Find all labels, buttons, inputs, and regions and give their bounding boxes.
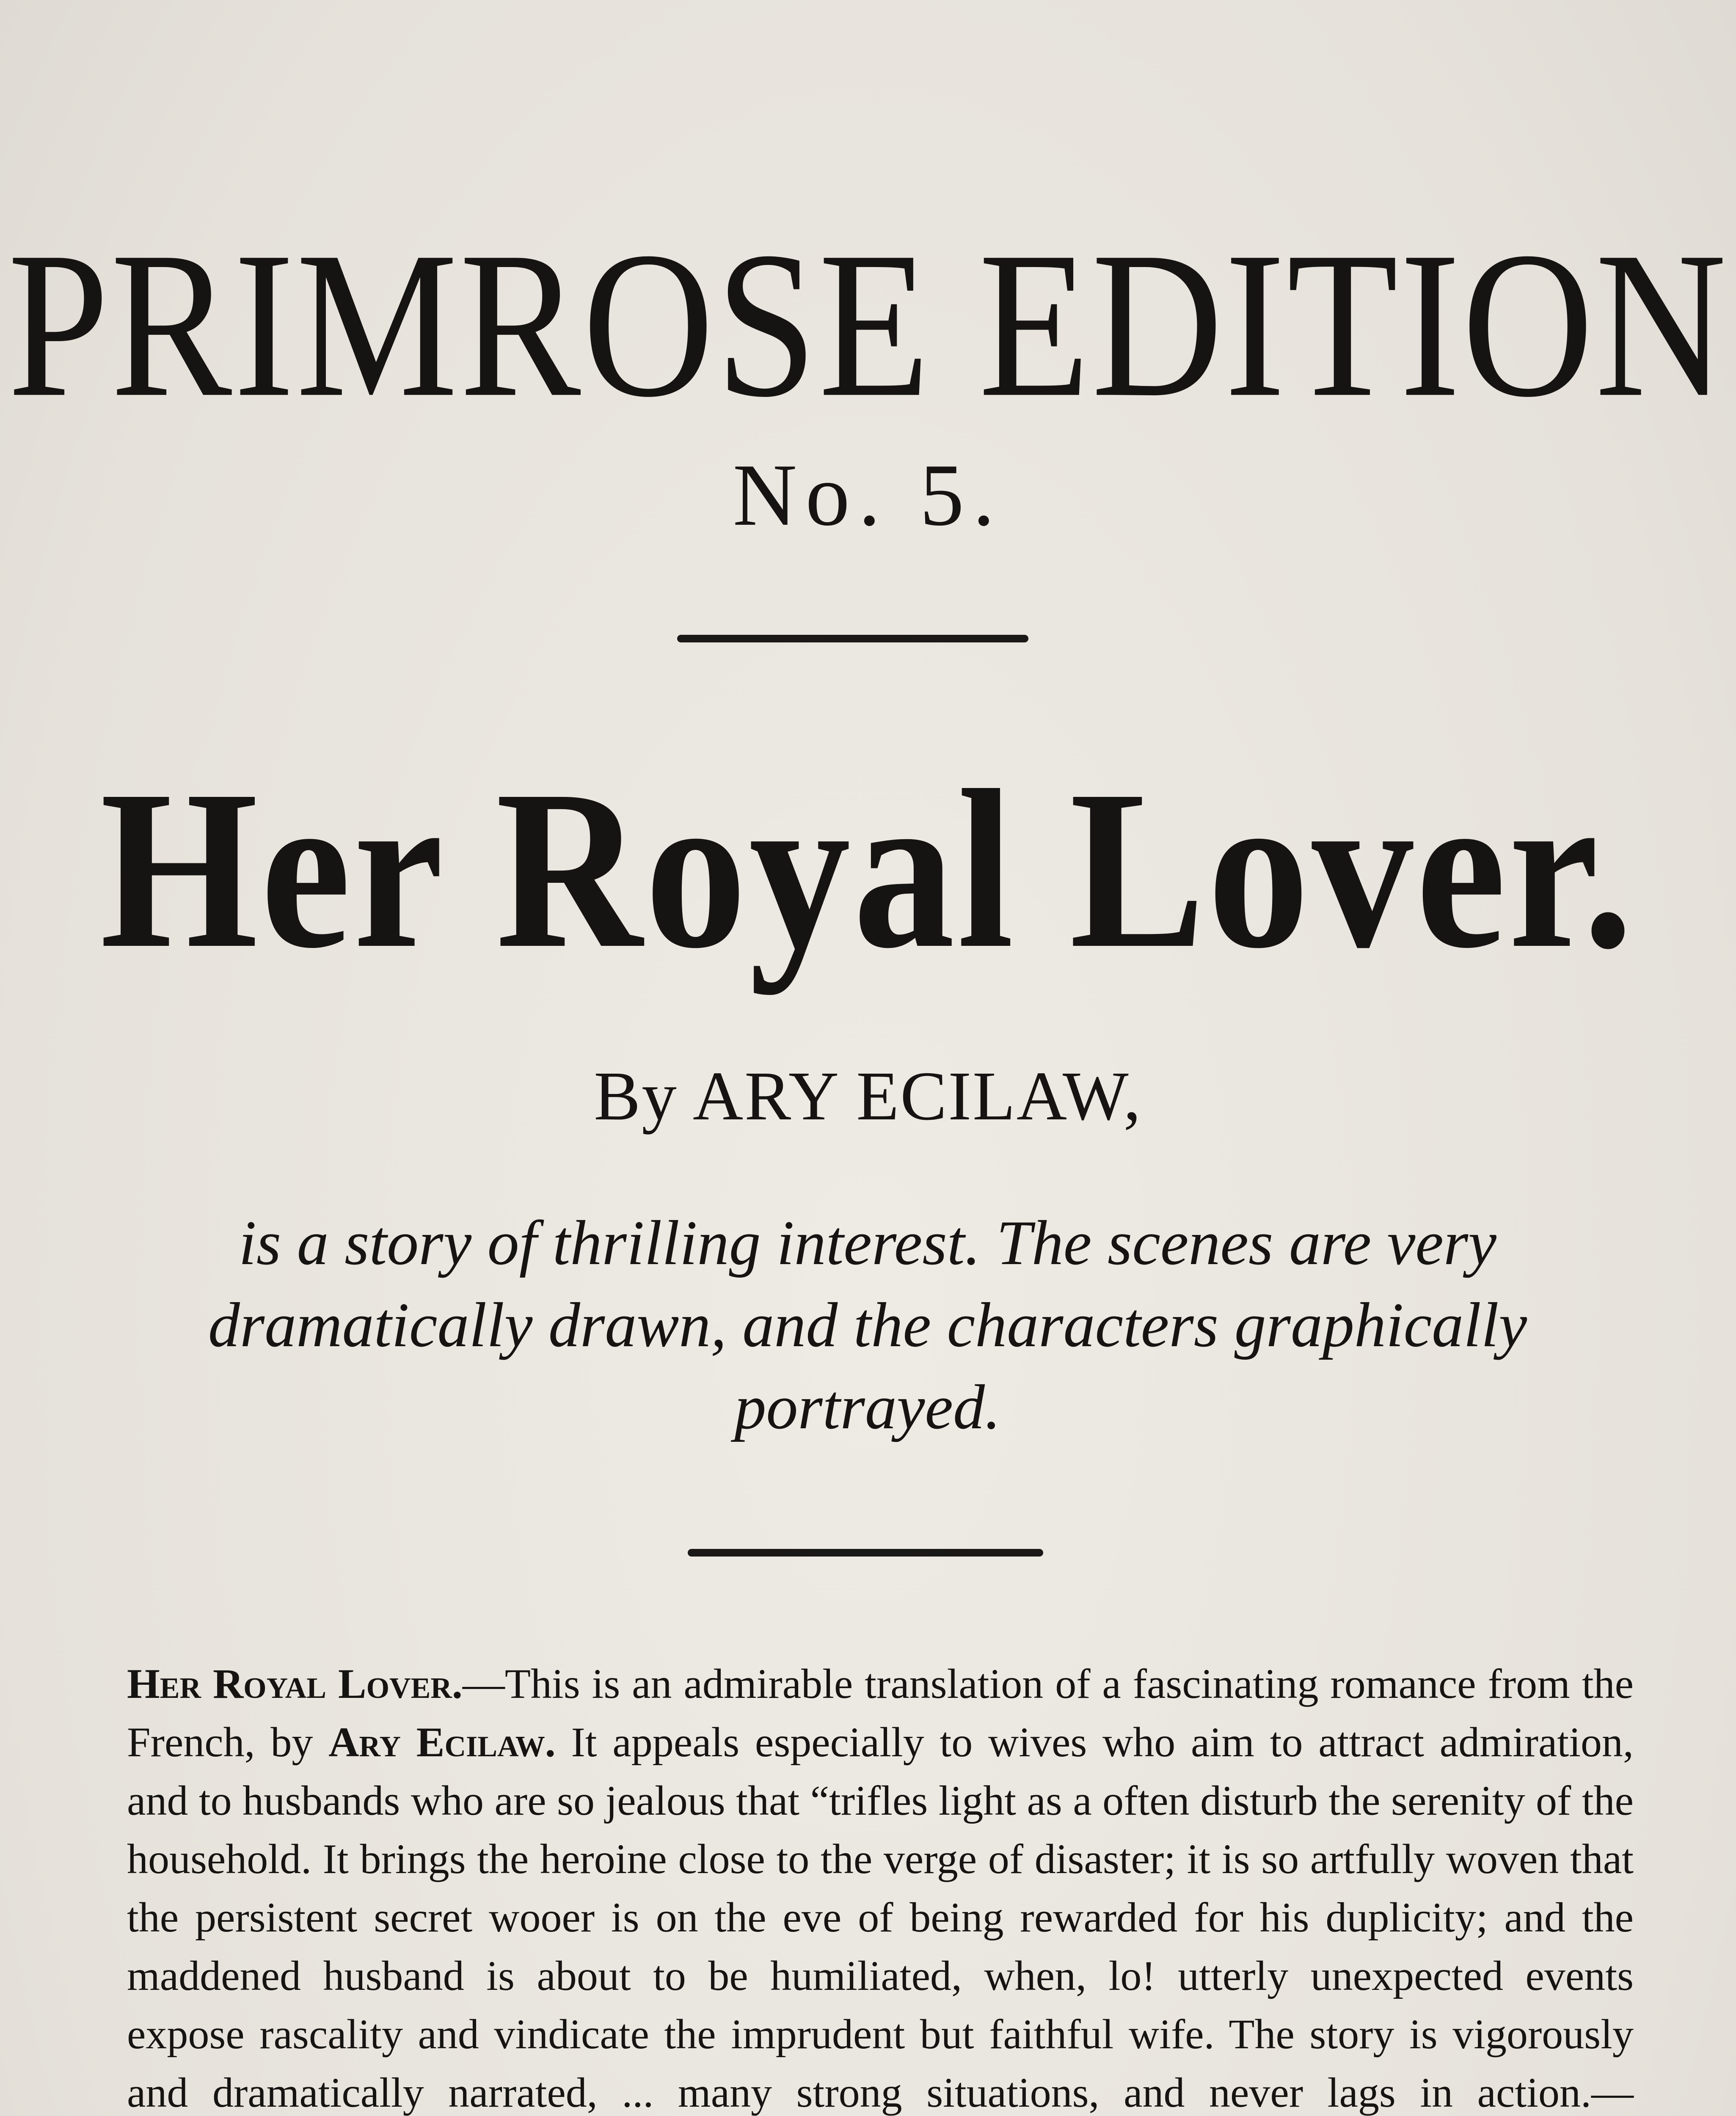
review-paragraph: [127, 1655, 1634, 2116]
author-byline: By ARY ECILAW,: [594, 1057, 1142, 1135]
book-title: Her Royal Lover.: [100, 743, 1636, 995]
review-author: Ary Ecilaw.: [328, 1719, 556, 1766]
series-title: PRIMROSE EDITION: [8, 209, 1728, 441]
issue-number: No. 5.: [733, 446, 1003, 544]
review-text: —This is an admirable translation of a fascinating romance from the French, by: [127, 1660, 1634, 1766]
divider-rule: [677, 635, 1028, 642]
divider-rule: [688, 1549, 1043, 1557]
review-lead: Her Royal Lover.: [127, 1660, 463, 1707]
tagline: is a story of thrilling interest. The scenes are very dramatically drawn, and the characters graphically portrayed.: [208, 1208, 1527, 1442]
review-text: It appeals especially to wives who aim to attract admiration, and to husbands who are so jealous that “trifles light as a often disturb the serenity of the household. It brings the heroine close to the verge of disaster; it is so artfully woven that the persistent secret wooer is on the eve of being rewarded for his duplicity; and the maddened husband is about to be humiliated, when, lo! utterly unexpected events expose rascality and vindicate the imprudent but faithful wife. The story is vigorously and dramatically narrated, ... many strong situations, and never lags in action.—: [127, 1719, 1634, 2116]
